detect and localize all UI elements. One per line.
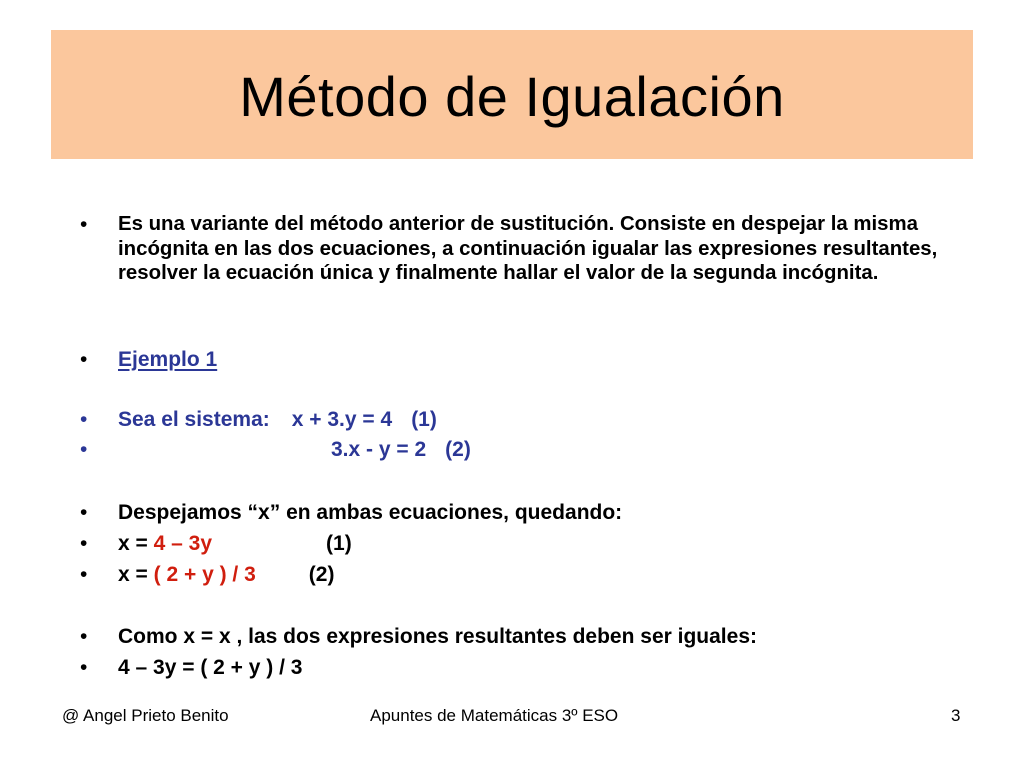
slide-title: Método de Igualación (239, 65, 785, 128)
x1-number: (1) (326, 532, 352, 555)
x2-number: (2) (308, 563, 335, 586)
bullet-system-eq2 (80, 437, 940, 462)
footer-course: Apuntes de Matemáticas 3º ESO (370, 706, 619, 725)
x1-lhs: x = (118, 532, 154, 555)
bullet-system-eq1 (80, 407, 940, 432)
system-eq1: x + 3.y = 4 (291, 408, 393, 431)
final-equation: 4 – 3y = ( 2 + y ) / 3 (118, 656, 303, 679)
x1-expression: 4 – 3y (153, 532, 213, 555)
bullet-final-equation (80, 655, 940, 680)
system-label: Sea el sistema: (118, 408, 270, 431)
bullet-como (80, 624, 940, 649)
bullet-x2 (80, 562, 940, 587)
intro-text: Es una variante del método anterior de sustitución. Consiste en despejar la misma incógnita en las dos ecuaciones, a continuación igualar las expresiones resultantes, resolver la ecuación única y finalmente hallar el valor de la segunda incógnita. (118, 213, 938, 285)
bullet-dot: • (80, 213, 88, 236)
bullet-example (80, 347, 940, 372)
bullet-intro (80, 212, 940, 286)
bullet-dot: • (80, 348, 88, 371)
bullet-dot: • (80, 625, 88, 648)
como-text: Como x = x , las dos expresiones resultantes deben ser iguales: (118, 625, 757, 648)
system-eq2-number: (2) (445, 438, 471, 461)
despejamos-text: Despejamos “x” en ambas ecuaciones, quedando: (118, 501, 623, 524)
bullet-dot: • (80, 408, 88, 431)
system-eq1-number: (1) (411, 408, 437, 431)
bullet-dot: • (80, 532, 88, 555)
example-link[interactable]: Ejemplo 1 (118, 348, 218, 371)
system-eq2: 3.x - y = 2 (331, 438, 427, 461)
bullet-x1 (80, 531, 940, 556)
x2-expression: ( 2 + y ) / 3 (153, 563, 256, 586)
bullet-dot: • (80, 656, 88, 679)
bullet-dot: • (80, 563, 88, 586)
title-banner (51, 30, 973, 159)
footer-author: @ Angel Prieto Benito (62, 706, 229, 725)
bullet-dot: • (80, 501, 88, 524)
bullet-dot: • (80, 438, 88, 461)
bullet-despejamos (80, 500, 940, 525)
footer-page-number: 3 (951, 706, 961, 725)
x2-lhs: x = (118, 563, 154, 586)
